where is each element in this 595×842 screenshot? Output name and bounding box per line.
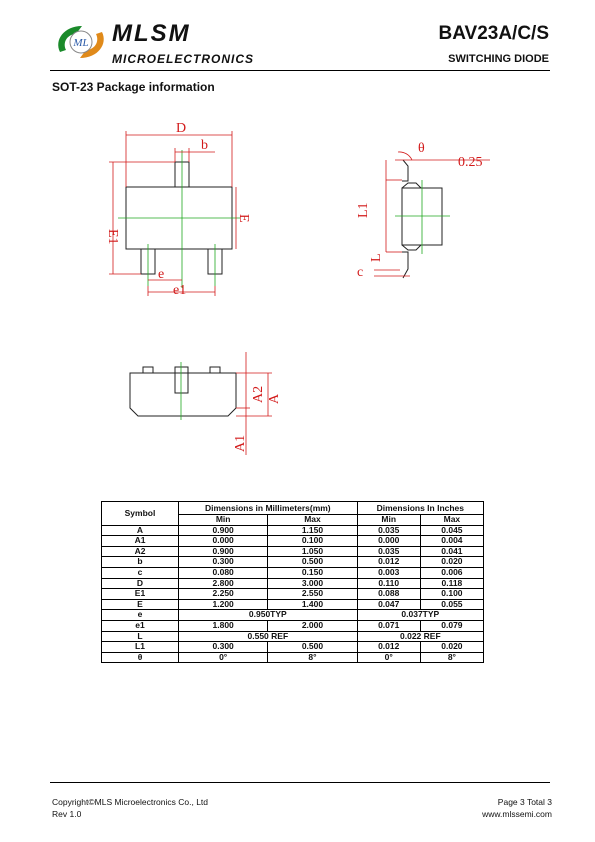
cell-symbol: e1 <box>102 620 179 631</box>
table-row <box>102 536 484 547</box>
cell-in-max: 0.041 <box>420 546 483 557</box>
cell-symbol: θ <box>102 652 179 663</box>
table-row <box>102 567 484 578</box>
brand-name: MLSM <box>112 20 191 47</box>
cell-in-min: 0.088 <box>357 589 420 600</box>
cell-in-max: 0.020 <box>420 557 483 568</box>
col-group-mm: Dimensions in Millimeters(mm) <box>179 502 358 515</box>
footer-revision: Rev 1.0 <box>52 809 82 819</box>
cell-mm-max: 2.550 <box>268 589 357 600</box>
dim-label-L1: L1 <box>356 202 371 218</box>
cell-in-span: 0.037TYP <box>357 610 483 621</box>
dim-label-c: c <box>357 265 364 280</box>
cell-mm-min: 0.300 <box>179 557 268 568</box>
cell-mm-max: 8° <box>268 652 357 663</box>
footer-website[interactable]: www.mlssemi.com <box>482 809 552 819</box>
cell-symbol: L1 <box>102 642 179 653</box>
table-row <box>102 610 484 621</box>
cell-in-max: 8° <box>420 652 483 663</box>
cell-symbol: D <box>102 578 179 589</box>
cell-mm-max: 1.400 <box>268 599 357 610</box>
cell-in-min: 0.110 <box>357 578 420 589</box>
cell-in-max: 0.020 <box>420 642 483 653</box>
cell-symbol: E1 <box>102 589 179 600</box>
cell-in-min: 0° <box>357 652 420 663</box>
cell-mm-min: 0.300 <box>179 642 268 653</box>
footer-divider <box>50 782 550 783</box>
cell-in-max: 0.004 <box>420 536 483 547</box>
dim-label-A2: A2 <box>251 385 266 403</box>
document-subtitle: SWITCHING DIODE <box>448 53 549 65</box>
cell-in-span: 0.022 REF <box>357 631 483 642</box>
cell-in-max: 0.055 <box>420 599 483 610</box>
cell-mm-max: 0.150 <box>268 567 357 578</box>
dimensions-table <box>101 501 484 663</box>
col-mm-max: Max <box>268 515 357 526</box>
dim-label-D: D <box>176 121 187 136</box>
cell-in-min: 0.035 <box>357 525 420 536</box>
cell-in-min: 0.012 <box>357 642 420 653</box>
col-in-max: Max <box>420 515 483 526</box>
table-row <box>102 620 484 631</box>
dim-label-A: A <box>267 393 282 404</box>
cell-in-max: 0.118 <box>420 578 483 589</box>
cell-in-max: 0.100 <box>420 589 483 600</box>
table-row <box>102 652 484 663</box>
col-in-min: Min <box>357 515 420 526</box>
cell-mm-max: 0.100 <box>268 536 357 547</box>
cell-mm-max: 0.500 <box>268 557 357 568</box>
cell-mm-min: 1.200 <box>179 599 268 610</box>
cell-symbol: E <box>102 599 179 610</box>
cell-mm-min: 0.080 <box>179 567 268 578</box>
cell-mm-max: 2.000 <box>268 620 357 631</box>
table-row <box>102 525 484 536</box>
cell-in-min: 0.000 <box>357 536 420 547</box>
table-row <box>102 599 484 610</box>
dim-label-theta: θ <box>418 141 425 156</box>
cell-symbol: A2 <box>102 546 179 557</box>
cell-mm-min: 0° <box>179 652 268 663</box>
cell-symbol: L <box>102 631 179 642</box>
dim-label-E1: E1 <box>105 229 120 245</box>
cell-in-min: 0.012 <box>357 557 420 568</box>
cell-mm-min: 0.900 <box>179 546 268 557</box>
table-row <box>102 578 484 589</box>
cell-mm-min: 2.250 <box>179 589 268 600</box>
dim-label-e1: e1 <box>173 283 187 298</box>
cell-in-min: 0.071 <box>357 620 420 631</box>
cell-in-max: 0.006 <box>420 567 483 578</box>
cell-symbol: A <box>102 525 179 536</box>
cell-in-min: 0.003 <box>357 567 420 578</box>
table-row <box>102 546 484 557</box>
cell-mm-min: 0.900 <box>179 525 268 536</box>
cell-symbol: A1 <box>102 536 179 547</box>
cell-mm-max: 0.500 <box>268 642 357 653</box>
dim-label-0.25: 0.25 <box>458 155 483 170</box>
cell-mm-min: 2.800 <box>179 578 268 589</box>
cell-in-max: 0.079 <box>420 620 483 631</box>
table-row <box>102 631 484 642</box>
dim-label-b: b <box>201 138 208 153</box>
cell-mm-span: 0.550 REF <box>179 631 358 642</box>
cell-in-min: 0.047 <box>357 599 420 610</box>
dim-label-A1: A1 <box>233 434 248 452</box>
cell-in-max: 0.045 <box>420 525 483 536</box>
footer-copyright: Copyright©MLS Microelectronics Co., Ltd <box>52 797 209 807</box>
table-row <box>102 557 484 568</box>
cell-symbol: b <box>102 557 179 568</box>
cell-symbol: e <box>102 610 179 621</box>
dim-label-E: E <box>236 214 251 223</box>
col-symbol: Symbol <box>102 502 179 526</box>
brand-subtitle: MICROELECTRONICS <box>112 52 254 66</box>
dim-label-e: e <box>158 267 165 282</box>
cell-mm-max: 1.050 <box>268 546 357 557</box>
cell-mm-min: 1.800 <box>179 620 268 631</box>
cell-mm-span: 0.950TYP <box>179 610 358 621</box>
cell-mm-max: 1.150 <box>268 525 357 536</box>
cell-in-min: 0.035 <box>357 546 420 557</box>
section-title: SOT-23 Package information <box>52 80 215 94</box>
col-group-in: Dimensions In Inches <box>357 502 483 515</box>
logo-lettering: ML <box>73 37 89 49</box>
part-number: BAV23A/C/S <box>438 23 549 44</box>
dim-label-L: L <box>369 253 384 262</box>
table-row <box>102 589 484 600</box>
cell-mm-max: 3.000 <box>268 578 357 589</box>
table-row <box>102 642 484 653</box>
cell-mm-min: 0.000 <box>179 536 268 547</box>
footer-page-number: Page 3 Total 3 <box>497 797 552 807</box>
col-mm-min: Min <box>179 515 268 526</box>
cell-symbol: c <box>102 567 179 578</box>
